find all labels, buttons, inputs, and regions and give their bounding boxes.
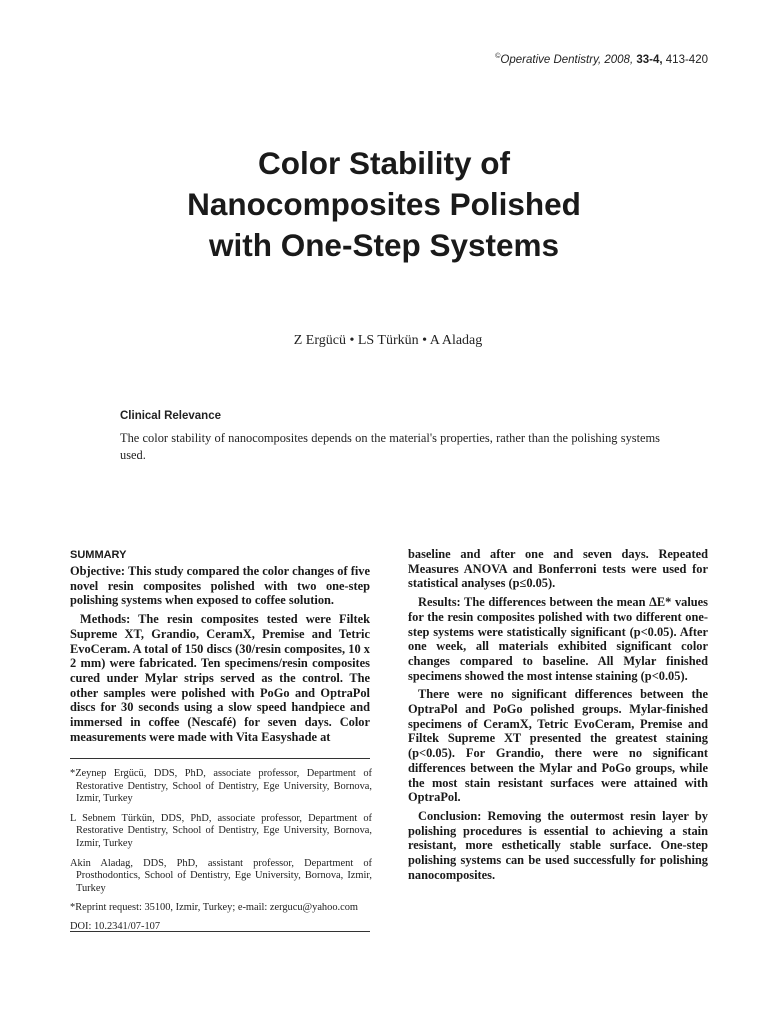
journal-citation bbox=[495, 53, 708, 66]
footnote-author-3: Akin Aladag, DDS, PhD, assistant professor, Department of Prosthodontics, School of Dentistry, Ege University, Bornova, Izmir, Turkey bbox=[70, 857, 372, 894]
summary-results-2: There were no significant differences between the OptraPol and PoGo polished groups. Mylar-finished specimens of CeramX, Tetric EvoCeram, Premise and Filtek Supreme XT presented the greatest staining (p<0.05). For Grandio, there were no significant differences between the Mylar and PoGo groups, while the most stain resistant surfaces were attained with OptraPol. bbox=[408, 687, 708, 805]
footnote-bottom-rule bbox=[70, 931, 370, 932]
left-column bbox=[70, 549, 370, 744]
author-list: Z Ergücü • LS Türkün • A Aladag bbox=[293, 333, 483, 348]
footnote-author-2: L Sebnem Türkün, DDS, PhD, associate professor, Department of Restorative Dentistry, School of Dentistry, Ege University, Bornova, Izmir, Turkey bbox=[70, 812, 372, 849]
summary-methods-text: Methods: The resin composites tested were Filtek Supreme XT, Grandio, CeramX, Premise and Tetric EvoCeram. A total of 150 discs (30/resin composites, 10 x 2 mm) were fabricated. Ten specimens/resin composites cured under Mylar strips served as the control. The other samples were polished with PoGo and OptraPol discs for 30 seconds using a slow speed handpiece and immersed in coffee (Nescafé) for seven days. Color measurements were made with Vita Easyshade at bbox=[70, 612, 370, 744]
clinical-relevance-box bbox=[120, 410, 660, 464]
title-line-2: Nanocomposites Polished bbox=[187, 186, 581, 222]
journal-volume: 33-4, bbox=[636, 53, 663, 66]
clinical-relevance-heading: Clinical Relevance bbox=[120, 410, 221, 422]
summary-conclusion: Conclusion: Removing the outermost resin layer by polishing procedures is essential to achieving a stain resistant, more esthetically stable surface. One-step polishing systems can be used successfully for polishing nanocomposites. bbox=[408, 808, 708, 882]
journal-name: Operative Dentistry, 2008, bbox=[500, 53, 634, 66]
summary-results: Results: The differences between the mean ΔE* values for the resin composites polished with two different one-step systems were statistically significant (p<0.05). After one week, all materials exhibited significant color changes compared to baseline. All Mylar finished specimens showed the most intense staining (p<0.05). bbox=[408, 595, 708, 683]
footnote-reprint: *Reprint request: 35100, Izmir, Turkey; e-mail: zergucu@yahoo.com bbox=[70, 902, 359, 914]
footnote-doi: DOI: 10.2341/07-107 bbox=[70, 920, 161, 932]
article-title bbox=[0, 143, 768, 266]
summary-methods-continued: baseline and after one and seven days. Repeated Measures ANOVA and Bonferroni tests were used for statistical analyses (p≤0.05). bbox=[408, 547, 708, 591]
clinical-relevance-text: The color stability of nanocomposites depends on the material's properties, rather than the polishing systems used. bbox=[120, 431, 660, 462]
right-column bbox=[408, 547, 708, 882]
title-line-3: with One-Step Systems bbox=[208, 227, 560, 263]
footnote-divider bbox=[70, 758, 370, 759]
journal-pages: 413-420 bbox=[665, 53, 708, 66]
footnotes bbox=[70, 768, 372, 941]
summary-heading: SUMMARY bbox=[70, 549, 127, 561]
summary-methods bbox=[70, 612, 370, 744]
summary-objective: Objective: This study compared the color changes of five novel resin composites polished with two one-step polishing systems when exposed to coffee solution. bbox=[70, 564, 370, 608]
footnote-author-1: *Zeynep Ergücü, DDS, PhD, associate professor, Department of Restorative Dentistry, School of Dentistry, Ege University, Bornova, Izmir, Turkey bbox=[70, 768, 372, 805]
copyright-mark: © bbox=[495, 53, 501, 60]
title-line-1: Color Stability of bbox=[258, 145, 510, 181]
